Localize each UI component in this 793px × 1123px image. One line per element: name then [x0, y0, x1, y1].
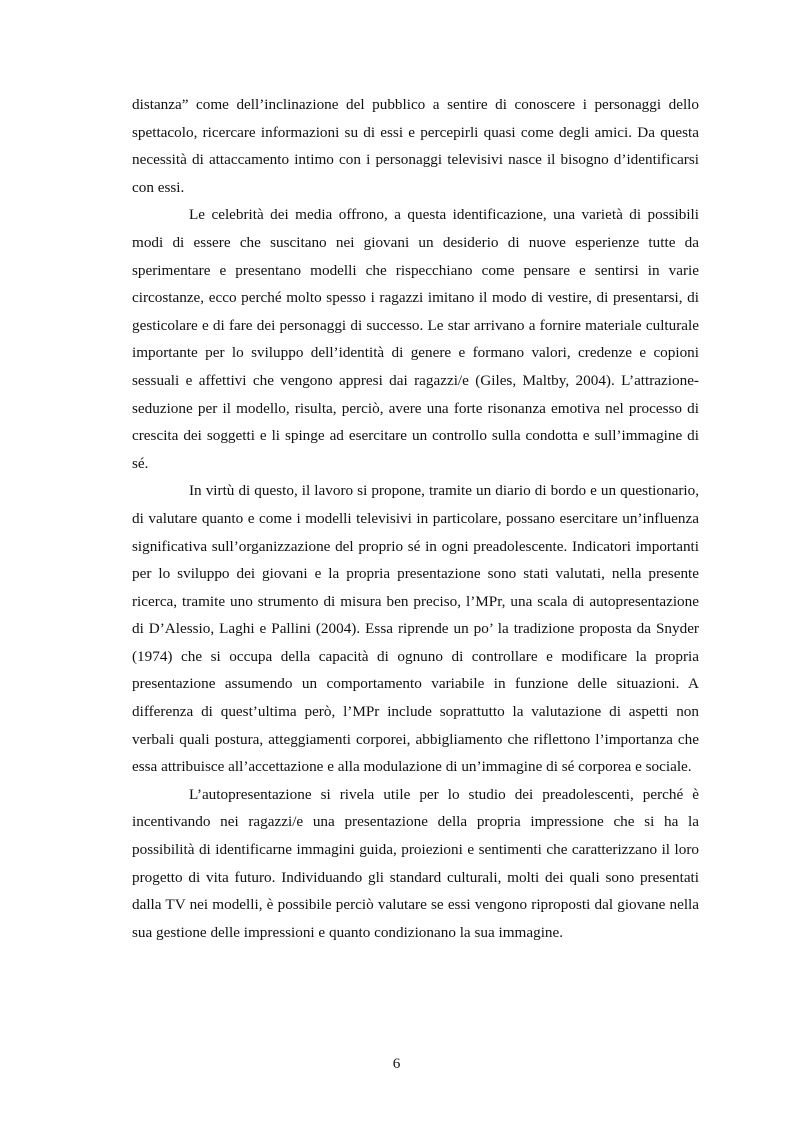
body-text — [132, 91, 699, 946]
paragraph-research-purpose: In virtù di questo, il lavoro si propone, tramite un diario di bordo e un questionario, di valutare quanto e come i modelli televisivi in particolare, possano esercitare un’influenza significativa sull’organizzazione del proprio sé in ogni preadolescente. Indicatori importanti per lo sviluppo dei giovani e la propria presentazione sono stati valutati, nella presente ricerca, tramite uno strumento di misura ben preciso, l’MPr, una scala di autopresentazione di D’Alessio, Laghi e Pallini (2004). Essa riprende un po’ la tradizione proposta da Snyder (1974) che si occupa della capacità di ognuno di controllare e modificare la propria presentazione assumendo un comportamento variabile in funzione delle situazioni. A differenza di quest’ultima però, l’MPr include soprattutto la valutazione di aspetti non verbali quali postura, atteggiamenti corporei, abbigliamento che riflettono l’importanza che essa attribuisce all’accettazione e alla modulazione di un’immagine di sé corporea e sociale. — [132, 482, 699, 776]
page-number: 6 — [392, 1055, 401, 1072]
paragraph-celebrity-identification: Le celebrità dei media offrono, a questa identificazione, una varietà di possibili modi di essere che suscitano nei giovani un desiderio di nuove esperienze tutte da sperimentare e presentano modelli che rispecchiano come pensare e sentirsi in varie circostanze, ecco perché molto spesso i ragazzi imitano il modo di vestire, di presentarsi, di gesticolare e di fare dei personaggi di successo. Le star arrivano a fornire materiale culturale importante per lo sviluppo dell’identità di genere e formano valori, credenze e copioni sessuali e affettivi che vengono appresi dai ragazzi/e (Giles, Maltby, 2004). L’attrazione-seduzione per il modello, risulta, perciò, avere una forte risonanza emotiva nel processo di crescita dei soggetti e li spinge ad esercitare un controllo sulla condotta e sull’immagine di sé. — [132, 206, 699, 472]
paragraph-continuation: distanza” come dell’inclinazione del pubblico a sentire di conoscere i personaggi dello spettacolo, ricercare informazioni su di essi e percepirli quasi come degli amici. Da questa necessità di attaccamento intimo con i personaggi televisivi nasce il bisogno d’identificarsi con essi. — [132, 96, 699, 196]
paragraph-self-presentation: L’autopresentazione si rivela utile per lo studio dei preadolescenti, perché è incentivando nei ragazzi/e una presentazione della propria impressione che si ha la possibilità di identificarne immagini guida, proiezioni e sentimenti che caratterizzano il loro progetto di vita futuro. Individuando gli standard culturali, molti dei quali sono presentati dalla TV nei modelli, è possibile perciò valutare se essi vengono riproposti dal giovane nella sua gestione delle impressioni e quanto condizionano la sua immagine. — [132, 785, 699, 941]
